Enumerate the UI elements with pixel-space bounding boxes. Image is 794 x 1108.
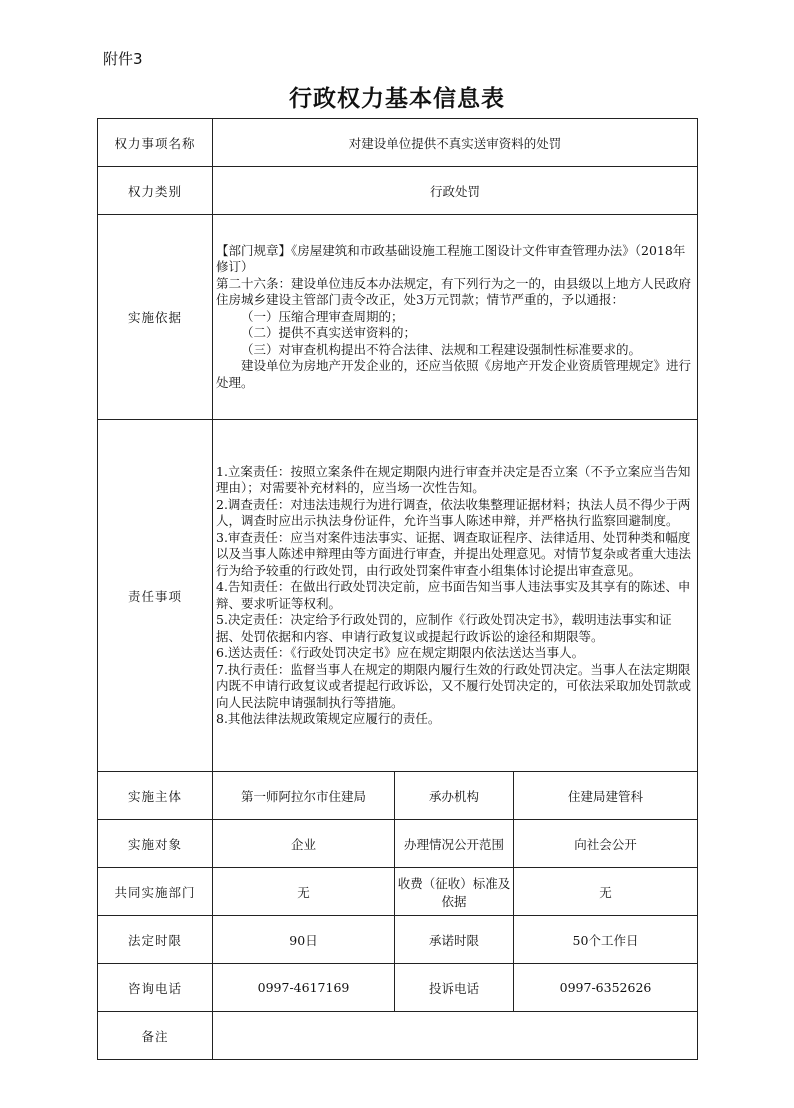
page-title: 行政权力基本信息表 — [289, 85, 505, 112]
attachment-label: 附件3 — [103, 50, 143, 68]
value-promised-time-limit: 50个工作日 — [514, 916, 698, 964]
label-target: 实施对象 — [98, 820, 213, 868]
duty-item: 5.决定责任：决定给予行政处罚的，应制作《行政处罚决定书》，载明违法事实和证据、处罚依据和内容、申请行政复议或提起行政诉讼的途径和期限等。 — [216, 612, 672, 644]
label-complaint-phone: 投诉电话 — [395, 964, 514, 1012]
row-responsibilities — [98, 420, 698, 772]
duty-item: 8.其他法律法规政策规定应履行的责任。 — [216, 711, 441, 726]
basis-line: 建设单位为房地产开发企业的，还应当依照《房地产开发企业资质管理规定》进行处理。 — [216, 358, 692, 390]
value-handling-agency: 住建局建管科 — [514, 772, 698, 820]
value-remark — [213, 1012, 698, 1060]
value-disclosure-scope: 向社会公开 — [514, 820, 698, 868]
row-target — [98, 820, 698, 868]
duty-item: 1.立案责任：按照立案条件在规定期限内进行审查并决定是否立案（不予立案应当告知理由）；对需要补充材料的，应当场一次性告知。 — [216, 463, 691, 495]
label-responsibilities: 责任事项 — [98, 420, 213, 772]
duty-item: 4.告知责任：在做出行政处罚决定前，应书面告知当事人违法事实及其享有的陈述、申辩、要求听证等权利。 — [216, 579, 691, 611]
label-subject: 实施主体 — [98, 772, 213, 820]
value-implementation-basis — [213, 215, 698, 420]
row-phone — [98, 964, 698, 1012]
value-joint-department: 无 — [213, 868, 395, 916]
duty-item: 6.送达责任：《行政处罚决定书》应在规定期限内依法送达当事人。 — [216, 645, 585, 660]
row-remark — [98, 1012, 698, 1060]
label-power-category: 权力类别 — [98, 167, 213, 215]
label-power-name: 权力事项名称 — [98, 119, 213, 167]
label-disclosure-scope: 办理情况公开范围 — [395, 820, 514, 868]
basis-line: 【部门规章】《房屋建筑和市政基础设施工程施工图设计文件审查管理办法》（2018年修订） — [216, 242, 686, 275]
basis-line: （三）对审查机构提出不符合法律、法规和工程建设强制性标准要求的。 — [241, 341, 642, 357]
label-remark: 备注 — [98, 1012, 213, 1060]
row-power-category — [98, 167, 698, 215]
value-target: 企业 — [213, 820, 395, 868]
row-joint-department — [98, 868, 698, 916]
row-implementation-basis — [98, 215, 698, 420]
row-power-name — [98, 119, 698, 167]
label-implementation-basis: 实施依据 — [98, 215, 213, 420]
label-joint-department: 共同实施部门 — [98, 868, 213, 916]
duty-item: 7.执行责任：监督当事人在规定的期限内履行生效的行政处罚决定。当事人在法定期限内既不申请行政复议或者提起行政诉讼，又不履行处罚决定的，可依法采取加处罚款或向人民法院申请强制执行等措施。 — [216, 661, 692, 710]
duty-item: 2.调查责任：对违法违规行为进行调查，依法收集整理证据材料；执法人员不得少于两人，调查时应出示执法身份证件，允许当事人陈述申辩，并严格执行监察回避制度。 — [216, 496, 691, 528]
basis-line: 第二十六条：建设单位违反本办法规定，有下列行为之一的，由县级以上地方人民政府住房城乡建设主管部门责令改正，处3万元罚款；情节严重的，予以通报： — [216, 275, 692, 308]
row-subject — [98, 772, 698, 820]
info-table — [97, 118, 698, 1060]
label-fee-standard: 收费（征收）标准及依据 — [395, 868, 514, 916]
value-legal-time-limit: 90日 — [213, 916, 395, 964]
label-promised-time-limit: 承诺时限 — [395, 916, 514, 964]
value-complaint-phone: 0997-6352626 — [514, 964, 698, 1012]
label-legal-time-limit: 法定时限 — [98, 916, 213, 964]
label-consult-phone: 咨询电话 — [98, 964, 213, 1012]
value-power-category: 行政处罚 — [213, 167, 698, 215]
value-responsibilities — [213, 420, 698, 772]
value-fee-standard: 无 — [514, 868, 698, 916]
duty-item: 3.审查责任：应当对案件违法事实、证据、调查取证程序、法律适用、处罚种类和幅度以及当事人陈述申辩理由等方面进行审查，并提出处理意见。对情节复杂或者重大违法行为给予较重的行政处罚，由行政处罚案件审查小组集体讨论提出审查意见。 — [216, 529, 692, 578]
label-handling-agency: 承办机构 — [395, 772, 514, 820]
basis-line: （一）压缩合理审查周期的； — [241, 308, 404, 324]
basis-line: （二）提供不真实送审资料的； — [241, 325, 417, 341]
row-time-limit — [98, 916, 698, 964]
value-consult-phone: 0997-4617169 — [213, 964, 395, 1012]
value-subject: 第一师阿拉尔市住建局 — [213, 772, 395, 820]
value-power-name: 对建设单位提供不真实送审资料的处罚 — [213, 119, 698, 167]
